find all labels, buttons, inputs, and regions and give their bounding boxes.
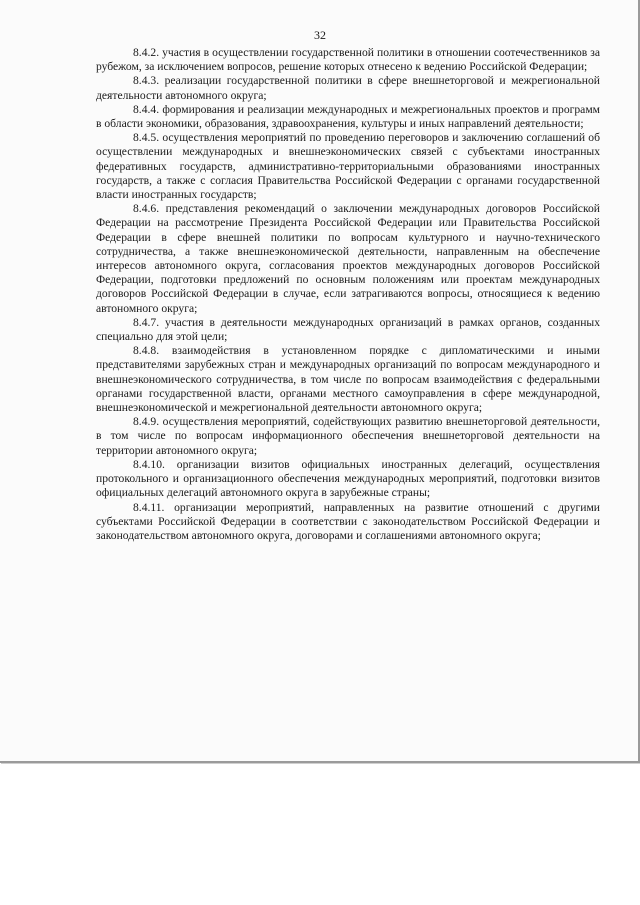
paragraph-8-4-6: 8.4.6. представления рекомендаций о заключении международных договоров Российской Федерации на рассмотрение Президента Российской Федерации или Правительства Российской Федерации в сфере внешней политики по вопросам культурного и научно-технического сотрудничества, а также внешнеэкономической деятельности, направленным на обеспечение интересов автономного округа, согласования проектов международных договоров Российской Федерации, подготовки предложений по основным положениям или проектам международных договоров Российской Федерации в случае, если затрагиваются вопросы, относящиеся к ведению автономного округа;	[96, 202, 600, 315]
paragraph-8-4-4: 8.4.4. формирования и реализации международных и межрегиональных проектов и программ в области экономики, образования, здравоохранения, культуры и иных направлений деятельности;	[96, 102, 600, 131]
paragraph-8-4-9: 8.4.9. осуществления мероприятий, содействующих развитию внешнеторговой деятельности, в том числе по вопросам информационного обеспечения внешнеторговой деятельности на территории автономного округа;	[96, 415, 600, 457]
paragraph-8-4-2: 8.4.2. участия в осуществлении государственной политики в отношении соотечественников за рубежом, за исключением вопросов, решение которых отнесено к ведению Российской Федерации;	[96, 46, 600, 74]
paragraph-8-4-10: 8.4.10. организации визитов официальных иностранных делегаций, осуществления протокольного и организационного обеспечения международных мероприятий, подготовки визитов официальных делегаций автономного округа в зарубежные страны;	[96, 457, 600, 500]
paragraph-8-4-7: 8.4.7. участия в деятельности международных организаций в рамках органов, созданных специально для этой цели;	[96, 315, 600, 344]
document-body	[96, 46, 600, 543]
paragraph-8-4-3: 8.4.3. реализации государственной политики в сфере внешнеторговой и межрегиональной деятельности автономного округа;	[96, 74, 600, 102]
paragraph-8-4-11: 8.4.11. организации мероприятий, направленных на развитие отношений с другими субъектами Российской Федерации в соответствии с законодательством Российской Федерации и законодательством автономного округа, договорами и соглашениями автономного округа;	[96, 500, 600, 542]
paragraph-8-4-5: 8.4.5. осуществления мероприятий по проведению переговоров и заключению соглашений об осуществлении международных и внешнеэкономических связей с субъектами иностранных федеративных государств, административно-территориальными образованиями иностранных государств, а также с согласия Правительства Российской Федерации с органами государственной власти иностранных государств;	[96, 131, 600, 202]
paragraph-8-4-8: 8.4.8. взаимодействия в установленном порядке с дипломатическими и иными представителями зарубежных стран и международных организаций по вопросам международного и внешнеэкономического сотрудничества, в том числе по вопросам взаимодействия с федеральными органами государственной власти, органами местного самоуправления в сфере международной, внешнеэкономической и межрегиональной деятельности автономного округа;	[96, 344, 600, 415]
page-number: 32	[314, 28, 326, 42]
